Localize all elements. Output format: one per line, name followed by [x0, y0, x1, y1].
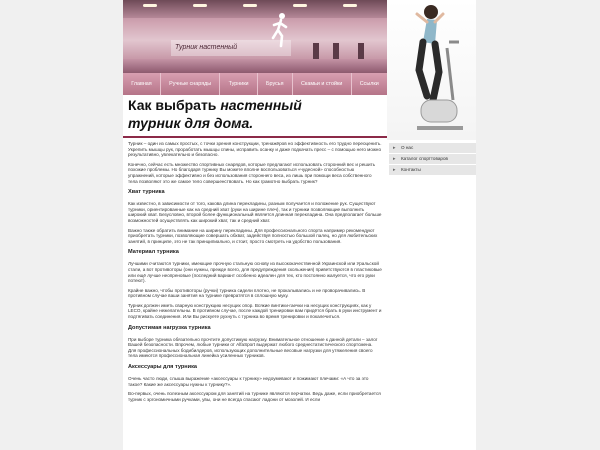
article-content [128, 141, 382, 450]
title-italic-1: настенный [220, 97, 302, 113]
title-plain: Как выбрать [128, 97, 221, 113]
article-paragraph: Очень часто люди, слыша выражение «аксессуары к турнику» недоумевают и пожимают плечами: «А что за это такое? Какие же аксессуары нужны к турнику?». [128, 376, 369, 387]
header-banner [123, 0, 387, 73]
article-paragraph: Как известно, в зависимости от того, какова длина перекладины, разным получается и положение рук. Существуют турники, ориентированные как на средний хват (руки на ширине плеч), так и турники позволяющие выполнить широкий хват. Безусловно, второй более функциональный является длинная перекладина. Она предполагает больше возможностей осуществлять как широкий хват, так и средний хват. [128, 201, 382, 223]
nav-item-pull-up-bars[interactable]: Турники [220, 73, 257, 95]
banner-title: Турник настенный [171, 40, 291, 56]
exercise-bike-illustration [387, 0, 476, 140]
article-paragraph: При выборе турника обязательно прочтите допустимую нагрузку. Внимательное отношение к данной детали – залог Вашей безопасности. Впрочем, любые турники от AlfaSport выдержат любого среднестатистического спортсмена. Для профессиональных бодибилдеров, использующих дополнительные весовые нагрузки для утяжеления своего тела имеются профессиональная линейка усиленных турников. [128, 336, 378, 359]
sidemenu-item-about[interactable]: ▸ О нас [389, 143, 476, 153]
title-italic-2: турник для дома. [128, 115, 254, 131]
banner-ceiling [123, 0, 387, 18]
ceiling-light [343, 4, 357, 7]
nav-item-benches-racks[interactable]: Скамьи и стойки [293, 73, 352, 95]
article-paragraph: Крайне важно, чтобы противоторы (ручки) турника сидели плотно, не прокалывались и не проворачивались. В противном случае ваши занятия на турнике превратятся в сплошную муку. [128, 287, 366, 299]
article-paragraph: Конечно, сейчас есть множество спортивных снарядов, которые предлагают использовать сторонний вес и решить похожие проблемы. Но благодаря турнику Вы можете вполне воспользоваться «чудесной» способностью упражнений, которые эффективно и без использования стороннего веса, из лишь при помощи веса собственного тела позволяют это же самое тело совершенствовать. Но как грамотно выбрать турник? [128, 161, 376, 184]
banner-floor [123, 59, 387, 73]
side-menu [389, 143, 476, 176]
nav-item-home[interactable]: Главная [123, 73, 161, 95]
sidemenu-item-catalog[interactable]: ▸ Каталог спорттоваров [389, 154, 476, 164]
ceiling-light [193, 4, 207, 7]
section-heading-accessories: Аксессуары для турника [128, 364, 198, 371]
page-title [128, 96, 384, 132]
article-paragraph: Турник – один из самых простых, с точки зрения конструкции, тренажёров но эффективность его трудно переоценить. Укрепить мышцы рук, проработать мышцы спины, исправить осанку и даже подкачать пресс – с помощью него можно результативно, увлекательно и безопасно. [128, 141, 382, 158]
article-paragraph: Во-первых, очень полезным аксессуаром для занятий на турнике являются перчатки. Ведь даже, если приобретается турник с эргономичными ручками, увы, они не всегда спасают ладони от мозолей. И если [128, 391, 381, 402]
nav-item-hand-equipment[interactable]: Ручные снаряды [161, 73, 220, 95]
fitness-woman-photo [387, 0, 476, 140]
article-paragraph: Лучшими считаются турники, имеющие прочную стальную основу из высококачественной Украинской или Уральской стали, а вот противоторы (они нужны, прежде всего, для предупреждения скольжения) приветствуются в пластиковые или ещё лучше неопреновые (последний вариант особенно идеален для тех, кто постоянно жалуется, что его руки потеют). [128, 261, 382, 284]
section-heading-grip: Хват турника [128, 189, 165, 196]
article-paragraph: Важно также обратить внимание на ширину перекладины. Для профессионального спорта например рекомендуют приобретать турники, позволяющие совершать обхват, задействуя полностью большой палец, но для любительских занятий, в принципе, это не так принципиально, и стоит, просто смотреть на удобство пользования. [128, 227, 378, 244]
nav-item-parallel-bars[interactable]: Брусья [258, 73, 293, 95]
section-heading-load: Допустимая нагрузка турника [128, 324, 211, 331]
ceiling-light [293, 4, 307, 7]
main-navigation [123, 73, 387, 95]
nav-item-links[interactable]: Ссылки [359, 81, 379, 87]
section-heading-material: Материал турника [128, 249, 179, 256]
sidemenu-item-contacts[interactable]: ▸ Контакты [389, 165, 476, 175]
ceiling-light [243, 4, 257, 7]
heading-divider [123, 136, 387, 138]
article-paragraph: Турник должен иметь сварную конструкцию несущих опор. Всякие винтики-гаечки на несущих конструкциях, как у LECO, крайне нежелательны. В противном случае, после каждой тренировки вам придётся брать в руки инструмент и подтягивать соединения. Или Вы рискуете рухнуть с турника во время тренировки и покалечиться. [128, 302, 382, 320]
ceiling-light [143, 4, 157, 7]
